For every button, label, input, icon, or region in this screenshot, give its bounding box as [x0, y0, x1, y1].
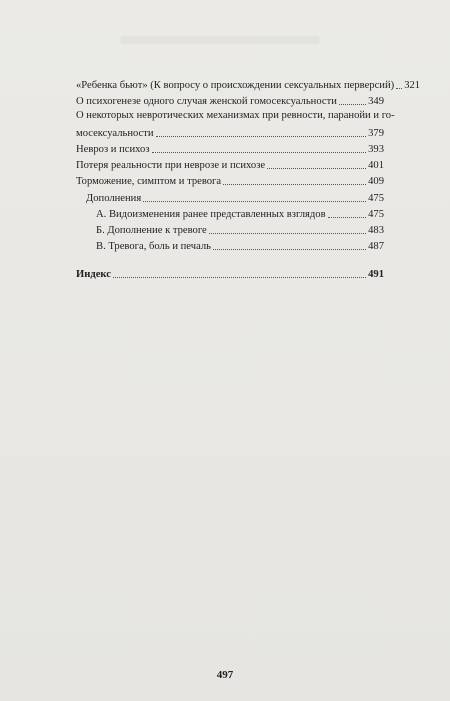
toc-entry-title: Торможение, симптом и тревога [76, 176, 222, 188]
dot-leader [113, 277, 366, 278]
dot-leader [152, 152, 367, 153]
spacer [76, 253, 384, 265]
toc-entry [76, 108, 395, 140]
toc-entry-title: Б. Дополнение к тревоге [96, 224, 207, 236]
toc-entry [76, 76, 421, 92]
dot-leader [209, 233, 366, 234]
toc-entry-page: 349 [368, 96, 384, 108]
dot-leader [328, 217, 367, 218]
table-of-contents [76, 76, 421, 281]
toc-entry-page: 321 [404, 80, 421, 92]
dot-leader [267, 168, 366, 169]
toc-entry-title: «Ребенка бьют» (К вопросу о происхождении сексуальных перверсий) [76, 80, 395, 92]
dot-leader [213, 249, 366, 250]
dot-leader [223, 184, 366, 185]
toc-entry-page: 487 [368, 240, 384, 252]
toc-entry-title: Потеря реальности при неврозе и психозе [76, 160, 266, 172]
page-number: 497 [216, 669, 234, 681]
toc-entry-page: 401 [368, 160, 384, 172]
toc-entry-page: 379 [368, 128, 384, 140]
toc-entry-page: 475 [368, 208, 384, 220]
toc-entry [76, 237, 384, 253]
toc-entry-page: 483 [368, 224, 384, 236]
bleed-through-shadow [120, 36, 320, 44]
dot-leader [339, 104, 366, 105]
toc-entry-page: 475 [368, 192, 384, 204]
toc-entry-title-line1: О некоторых невротических механизмах при ревности, паранойи и го- [76, 110, 395, 122]
toc-entry-page: 393 [368, 144, 384, 156]
toc-entry-title-line2: мосексуальности [76, 128, 154, 140]
dot-leader [143, 201, 366, 202]
toc-entry-index [76, 265, 384, 281]
toc-entry-title: Индекс [76, 268, 111, 280]
toc-entry-title: А. Видоизменения ранее представленных взглядов [96, 208, 326, 220]
toc-entry [76, 172, 384, 188]
toc-entry-title: В. Тревога, боль и печаль [96, 240, 211, 252]
dot-leader [156, 136, 367, 137]
toc-entry-page: 491 [368, 268, 384, 280]
toc-entry-title: О психогенезе одного случая женской гомосексуальности [76, 96, 337, 108]
toc-entry [76, 205, 384, 221]
toc-entry [76, 140, 384, 156]
dot-leader [396, 88, 402, 89]
toc-entry-page: 409 [368, 176, 384, 188]
toc-entry-title: Невроз и психоз [76, 144, 150, 156]
toc-entry [76, 156, 384, 172]
toc-entry [76, 221, 384, 237]
toc-entry [76, 188, 384, 204]
toc-entry-title: Дополнения [86, 192, 142, 204]
toc-entry [76, 92, 384, 108]
